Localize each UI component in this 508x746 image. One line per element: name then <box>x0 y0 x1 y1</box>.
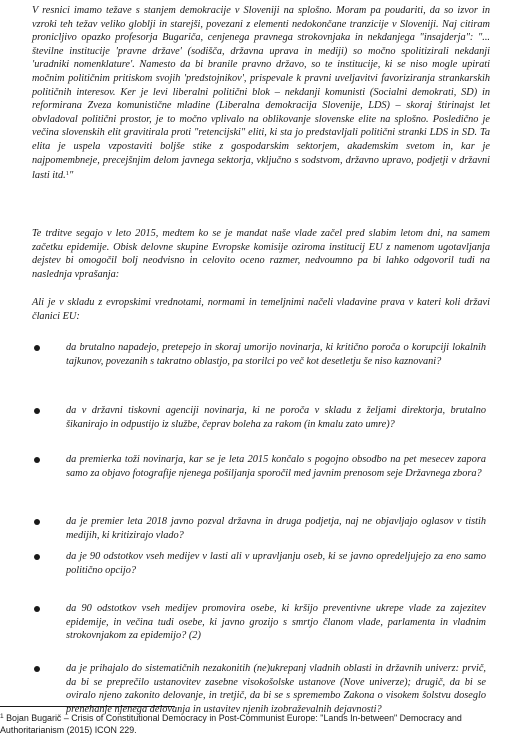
list-item-text: da v državni tiskovni agenciji novinarja, ki ne poroča v skladu z željami direktorja, brutalno šikanirajo in odpustijo iz službe, čeprav boleha za rakom (in kmalu zato umre)? <box>66 405 486 430</box>
bullet-icon <box>34 606 40 612</box>
paragraph-context: Te trditve segajo v leto 2015, medtem ko se je mandat naše vlade začel pred slabim letom dni, na samem začetku epidemije. Obisk delovne skupine Evropske komisije oziroma institucij EU z namenom ugotavljanja dejstev bi omogočil bolj neodvisno in celovito oceno razmer, nedvoumno pa bi lahko odgovoril tudi na naslednja vprašanja: <box>32 228 490 280</box>
bullet-icon <box>34 408 40 414</box>
bullet-icon <box>34 457 40 463</box>
bullet-icon <box>34 345 40 351</box>
bullet-icon <box>34 519 40 525</box>
paragraph-quote <box>32 4 490 183</box>
list-item-text: da 90 odstotkov vseh medijev promovira osebe, ki kršijo preventivne ukrepe vlade za zajezitev epidemije, in večina tudi osebe, ki javno grozijo s smrtjo članom vlade, parlamenta in vladnim strokovnjakom za epidemijo? (2) <box>66 603 486 642</box>
footnote-reference[interactable]: 1 <box>65 170 70 178</box>
footnote-divider <box>0 706 175 707</box>
footnote <box>0 711 500 736</box>
list-item-text: da je 90 odstotkov vseh medijev v lasti ali v upravljanju oseb, ki se javno opredeljujejo za eno samo politično opcijo? <box>66 551 486 576</box>
list-item-text: da premierka toži novinarja, kar se je leta 2015 končalo s pogojno obsodbo na pet mesecev zapora samo za objavo fotografije njenega pošiljanja sporočil med javnim prenosom seje Državnega zbora? <box>66 454 486 479</box>
list-item-text: da je prihajalo do sistematičnih nezakonitih (ne)ukrepanj vladnih oblasti in državnih univerz: prvič, da bi se preprečilo ustanovitev zasebne visokošolske ustanove (Nove univerze); drugič, da bi se oviralo njeno zakonito delovanje, in tretjič, da bi se s spremembo Zakona o visokem šolstvu doseglo prenehanje njenega delovanja in ustavitev njenih izobraževalnih dejavnosti? <box>66 663 486 715</box>
closing-quote: " <box>69 170 74 182</box>
bullet-icon <box>34 554 40 560</box>
paragraph-quote-text: V resnici imamo težave s stanjem demokracije v Sloveniji na splošno. Moram pa poudariti, da so izvor in vzroki teh težav veliko globlji in starejši, povezani z elementi nedokončane tranzicije v Sloveniji. Naj citiram pronicljivo opazko profesorja Bugariča, cenjenega pravnega strokovnjaka in nekdanjega "insajderja": "... številne institucije 'pravne države' (sodišča, državna uprava in mediji) so močno spolitizirali nekdanji 'uradniki nomenklature'. Namesto da bi branile pravno državo, so te institucije, ki se niso mogle upirati močnim političnim pritiskom svojih 'predstojnikov', prispevale k pravni uveljavitvi favoriziranja strankarskih političnih interesov. Ker je levi liberalni politični blok – nekdanji komunisti (Socialni demokrati, SD) in reformirana Zveza komunistične mladine (Liberalna demokracija Slovenije, LDS) – skoraj štirinajst let obvladoval politični prostor, je to močno vplivalo na oblikovanje slovenske elite na splošno. Posledično je večina slovenskih elit gravitirala proti "retencijski" eliti, ki sta jo predstavljali politični stranki LDS in SD. Ta elita je uspela vzpostaviti boljše stike z gospodarskim sektorjem, akademskim svetom in, kar je najpomembneje, precejšnjim delom javnega sektorja, vključno s sodstvom, državno upravo, podjetji v državni lasti itd. <box>32 5 490 182</box>
footnote-marker: 1 <box>0 713 4 720</box>
list-item-text: da brutalno napadejo, pretepejo in skoraj umorijo novinarja, ki kritično poroča o korupciji lokalnih tajkunov, povezanih s takratno oblastjo, pa storilci po več kot desetletju še niso kaznovani? <box>66 342 486 367</box>
footnote-text: Bojan Bugarič – Crisis of Constitutional Democracy in Post-Communist Europe: "Lands In-between" Democracy and Authoritarianism (2015) ICON 229. <box>0 713 462 735</box>
paragraph-question-intro: Ali je v skladu z evropskimi vrednotami, normami in temeljnimi načeli vladavine prava v kateri koli državi članici EU: <box>32 297 490 322</box>
list-item-text: da je premier leta 2018 javno pozval državna in druga podjetja, naj ne objavljajo oglasov v tistih medijih, ki kritizirajo vlado? <box>66 516 486 541</box>
bullet-icon <box>34 666 40 672</box>
